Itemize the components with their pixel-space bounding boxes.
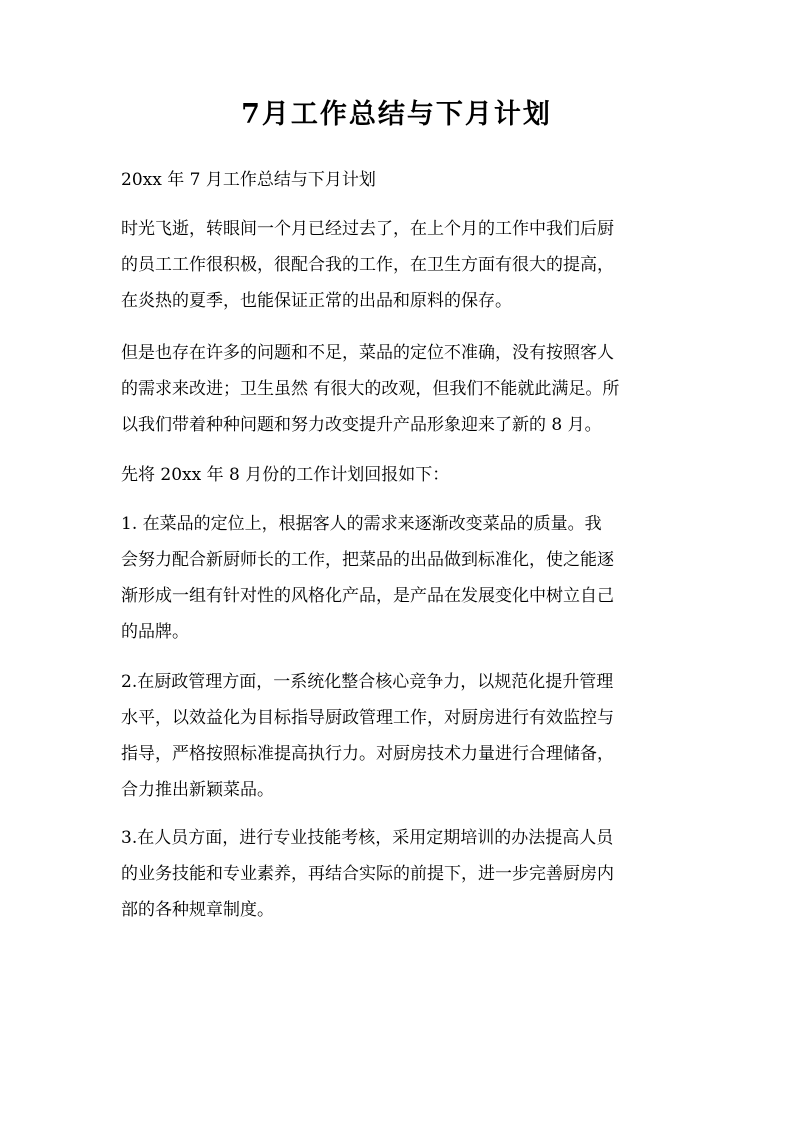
paragraph-problems: 但是也存在许多的问题和不足，菜品的定位不准确，没有按照客人 的需求来改进；卫生虽然 有很大的改观，但我们不能就此满足。所 以我们带着种种问题和努力改变提升产品形象迎来了新的 8 月。 — [121, 343, 620, 435]
document-subtitle: 20xx 年 7 月工作总结与下月计划 — [121, 170, 376, 190]
paragraph-summary-intro: 时光飞逝，转眼间一个月已经过去了，在上个月的工作中我们后厨 的员工工作很积极，很配合我的工作，在卫生方面有很大的提高， 在炎热的夏季，也能保证正常的出品和原料的保存。 — [121, 219, 614, 311]
plan-item-3: 3.在人员方面，进行专业技能考核，采用定期培训的办法提高人员 的业务技能和专业素养，再结合实际的前提下，进一步完善厨房内 部的各种规章制度。 — [121, 828, 614, 920]
document-title: 7月工作总结与下月计划 — [241, 99, 552, 130]
plan-item-2: 2.在厨政管理方面，一系统化整合核心竞争力，以规范化提升管理 水平，以效益化为目标指导厨政管理工作，对厨房进行有效监控与 指导，严格按照标准提高执行力。对厨房技术力量进行合理储备， 合力推出新颖菜品。 — [121, 672, 614, 800]
plan-item-1: 1. 在菜品的定位上，根据客人的需求来逐渐改变菜品的质量。我 会努力配合新厨师长的工作，把菜品的出品做到标准化，使之能逐 渐形成一组有针对性的风格化产品，是产品在发展变化中树立自己 的品牌。 — [121, 514, 614, 642]
paragraph-plan-intro: 先将 20xx 年 8 月份的工作计划回报如下： — [121, 465, 450, 485]
